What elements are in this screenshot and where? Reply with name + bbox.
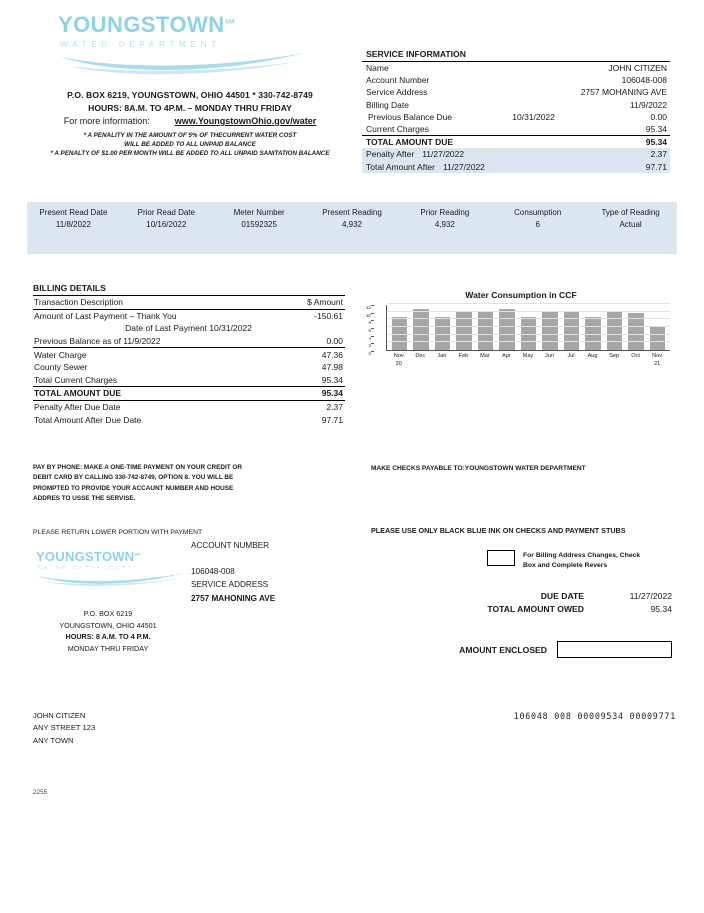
header-more-info-label: For more information: [63,116,150,126]
logo-sm-mark: SM [224,18,235,26]
billing-row-description: Total Current Charges [34,374,118,385]
stub-po-box: P.O. BOX 6219 [83,609,133,618]
chart-bar-slot [453,305,474,350]
chart-x-tick-label: Nov 20 [393,353,404,367]
chart-x-tick-label: Aug [587,353,598,359]
chart-x-tick-label: Dec [415,353,426,359]
chart-bar-slot [582,305,603,350]
stub-logo-swoosh-icon [36,571,186,587]
chart-x-axis-labels [386,353,670,368]
meter-column-header: Present Read Date [39,208,108,217]
service-total-amount-due-row [362,135,670,148]
table-row [33,413,345,426]
address-change-section [487,550,640,571]
billing-row-amount: 95.34 [321,388,343,399]
address-change-line-2: Box and Complete Revers [523,562,608,570]
meter-column-value: 4,932 [341,220,363,230]
total-owed-label: TOTAL AMOUNT OWED [487,604,584,614]
service-total-after-row [362,161,670,174]
service-row-value: JOHN CITIZEN [608,63,667,74]
chart-gridline [387,341,670,342]
meter-column-value: 10/16/2022 [146,220,187,230]
service-row-value: 2757 MOHANING AVE [580,87,667,98]
stub-city-state-zip: YOUNGSTOWN, OHIO 44501 [59,620,157,630]
table-row [33,401,345,414]
chart-x-tick-label: Mar [480,353,490,359]
meter-column-header: Prior Reading [420,208,470,217]
meter-column [306,207,399,232]
meter-column [213,207,306,232]
stub-days: MONDAY THRU FRIDAY [67,643,149,653]
chart-bar-slot [389,305,410,350]
service-penalty-date: 11/27/2022 [422,149,465,160]
service-row-label: Name [366,63,389,74]
service-total-after-value: 97.71 [645,161,667,172]
chart-y-tick-mark [371,336,374,337]
chart-plot-area [386,305,670,351]
chart-gridline [387,318,670,319]
chart-y-tick-mark [371,313,374,314]
chart-y-axis: 0 2 4 6 8 10 12 [372,305,386,351]
pay-by-phone-instructions: PAY BY PHONE: MAKE A ONE-TIME PAYMENT ON YOUR CREDIT OR DEBIT CARD BY CALLING 330-742-8749, OPTION 8. YOU WILL BE PROMPTED TO PROVIDE YOUR ACCAUNT NUMBER AND HOUSE ADDRES TO USSE THE SERVISE. [33,464,243,503]
header-more-info-row [20,116,360,126]
meter-column-header: Present Reading [322,208,382,217]
service-row-label: Billing Date [366,99,409,110]
chart-bar-slot [496,305,517,350]
billing-row-description: Penalty After Due Date [34,402,121,413]
chart-x-tick-label: Jul [567,353,575,359]
service-penalty-label: Penalty After [366,149,415,160]
logo-wordmark [58,14,308,36]
service-penalty-value: 2.37 [650,149,667,160]
chart-bar-slot [647,305,668,350]
billing-row-description: Amount of Last Payment – Thank You [34,310,177,321]
billing-row-description: Water Charge [34,349,87,360]
stub-logo-wordmark-text: YOUNGSTOWN [36,549,135,564]
billing-row-description: TOTAL AMOUNT DUE [34,388,122,399]
customer-city: ANY TOWN [33,735,74,745]
chart-title: Water Consumption in CCF [465,290,577,300]
chart-bar-slot [539,305,560,350]
address-change-label [523,550,640,571]
meter-column [27,207,120,232]
header-penalty-note-1: * A PENALITY IN THE AMOUNT OF 5% OF THECURRENT WATER COST [83,132,297,139]
stub-logo-wordmark [36,550,186,563]
chart-bar-slot [604,305,625,350]
billing-row-amount: 2.37 [326,402,343,413]
meter-column [584,207,677,232]
customer-address-block [33,710,95,747]
meter-column-header: Meter Number [233,208,285,217]
due-date-value: 11/27/2022 [629,591,672,601]
chart-bar-slot [625,305,646,350]
return-lower-portion-note: PLEASE RETURN LOWER PORTION WITH PAYMENT [33,529,203,536]
chart-x-tick-label: Jan [437,353,447,359]
service-total-label: TOTAL AMOUNT DUE [366,137,454,148]
billing-row-amount: 47.36 [321,349,343,360]
meter-column [491,207,584,232]
billing-row-amount: 47.98 [321,362,343,373]
logo-swoosh-icon [58,49,308,75]
water-consumption-chart [365,290,670,368]
meter-column-header: Prior Read Date [137,208,195,217]
chart-y-tick-mark [371,343,374,344]
meter-column-value: Actual [619,220,642,230]
billing-row-amount: 97.71 [321,414,343,425]
address-change-line-1: For Billing Address Changes, Check [523,552,641,559]
service-penalty-after-row [362,148,670,160]
table-row [33,361,345,374]
table-row [362,62,670,74]
chart-y-tick-mark [371,328,374,329]
header-penalty-note-2: WILL BE ADDED TO ALL UNPAID BALANCE [124,141,256,148]
meter-column-header: Type of Reading [601,208,660,217]
billing-details-table [33,283,345,426]
chart-bar-slot [432,305,453,350]
table-row [362,99,670,111]
billing-header-row [33,296,345,310]
logo-wordmark-text: YOUNGSTOWN [58,12,225,37]
chart-y-tick-mark [371,320,374,321]
chart-gridline [387,326,670,327]
chart-gridline [387,334,670,335]
header-website-link[interactable]: www.YoungstownOhio.gov/water [174,116,317,126]
due-date-row [400,591,672,601]
service-total-after-date: 11/27/2022 [442,161,485,172]
billing-total-amount-due-row [33,387,345,401]
chart-x-tick-label: Feb [458,353,469,359]
table-row [33,322,345,335]
service-row-label: Service Address [366,87,428,98]
service-row-value: 95.34 [645,124,667,135]
chart-x-tick-label: Nov 21 [652,353,663,367]
chart-x-tick-label: Oct [631,353,640,359]
address-change-checkbox[interactable] [487,550,515,566]
chart-bar [650,327,665,350]
billing-row-amount: 95.34 [321,374,343,385]
table-row [362,86,670,98]
stub-logo-sm-mark: SM [134,551,141,557]
service-total-after-label: Total Amount After [366,161,435,172]
billing-row-amount: 0.00 [326,336,343,347]
meter-column-value: 11/8/2022 [55,220,91,230]
customer-name: JOHN CITIZEN [33,711,86,720]
billing-details-title: BILLING DETAILS [33,283,345,296]
chart-bar [413,309,428,350]
billing-row-description: Total Amount After Due Date [34,414,142,425]
stub-account-block [191,539,275,605]
chart-bar-slot [561,305,582,350]
stub-service-address-label: SERVICE ADDRESS [191,580,269,590]
stub-hours: HOURS: 8 A.M. TO 4 P.M. [65,632,151,642]
meter-column-value: 01592325 [241,220,277,230]
table-row [33,374,345,388]
table-row [33,310,345,323]
total-owed-row [400,604,672,614]
chart-bar-slot [410,305,431,350]
document-corner-number: 2255 [33,789,48,796]
table-row [362,123,670,135]
ink-instruction-note: PLEASE USE ONLY BLACK BLUE INK ON CHECKS AND PAYMENT STUBS [371,526,626,535]
total-owed-value: 95.34 [650,604,672,614]
chart-bars [387,305,670,350]
meter-column-value: 6 [535,220,540,230]
billing-row-description: County Sewer [34,362,88,373]
service-row-mid: 10/31/2022 [512,111,555,122]
chart-y-tick-mark [371,305,374,306]
stub-office-address [33,608,183,655]
meter-column [120,207,213,232]
stub-account-number: 106048-008 [191,566,235,576]
amount-enclosed-section [400,641,672,658]
service-row-label: Account Number [366,75,430,86]
service-row-label: Current Charges [366,124,429,135]
chart-x-tick-label: Jun [544,353,554,359]
amount-enclosed-input[interactable] [557,641,672,658]
due-date-block [400,591,672,617]
table-row [33,335,345,349]
billing-col-description: Transaction Description [34,297,123,308]
service-row-value: 0.00 [650,111,667,122]
table-row [33,348,345,361]
chart-x-tick-label: Sep [609,353,620,359]
billing-col-amount: $ Amount [307,297,343,308]
meter-reading-strip [27,202,677,254]
billing-row-amount: -150.61 [314,310,343,321]
service-information-table [362,47,670,174]
chart-bar-slot [518,305,539,350]
stub-logo-subtitle: WATER DEPARTMENT [37,565,134,571]
due-date-label: DUE DATE [540,591,584,601]
service-total-value: 95.34 [645,137,667,148]
service-row-label: Previous Balance Due [368,111,453,122]
billing-row-description: Date of Last Payment 10/31/2022 [125,323,252,334]
micr-line: 106048 008 00009534 00009771 [513,711,676,721]
service-information-title: SERVICE INFORMATION [362,47,670,62]
logo-subtitle: WATER DEPARTMENT [60,39,221,49]
chart-x-tick-label: Apr [502,353,511,359]
make-checks-payable-note: MAKE CHECKS PAYABLE TO:YOUNGSTOWN WATER DEPARTMENT [371,465,586,472]
stub-account-number-label: ACCOUNT NUMBER [191,541,270,550]
meter-column [398,207,491,232]
header-contact-block [20,90,360,157]
meter-column-value: 4,932 [434,220,455,230]
customer-street: ANY STREET 123 [33,723,96,733]
billing-row-description: Previous Balance as of 11/9/2022 [34,336,161,347]
table-row [362,111,670,123]
company-logo-header [58,14,308,75]
company-logo-stub [36,550,186,587]
chart-y-tick-mark [371,351,374,352]
header-penalty-note-3: * A PENALTY OF $1.00 PER MONTH WILL BE ADDED TO ALL UNPAID SANITATION BALANCE [50,150,330,157]
chart-gridline [387,303,670,304]
header-po-address: P.O. BOX 6219, YOUNGSTOWN, OHIO 44501 * 330-742-8749 [67,90,313,100]
chart-bar [499,309,514,350]
stub-service-address: 2757 MAHONING AVE [191,593,276,603]
meter-column-header: Consumption [514,208,562,217]
table-row [362,74,670,86]
service-row-value: 106048-008 [621,75,667,86]
chart-x-tick-label: May [522,353,534,359]
header-hours: HOURS: 8A.M. TO 4P.M. – MONDAY THRU FRIDAY [88,103,292,113]
chart-bar-slot [475,305,496,350]
service-row-value: 11/9/2022 [629,99,667,110]
chart-gridline [387,311,670,312]
amount-enclosed-label: AMOUNT ENCLOSED [459,644,547,655]
